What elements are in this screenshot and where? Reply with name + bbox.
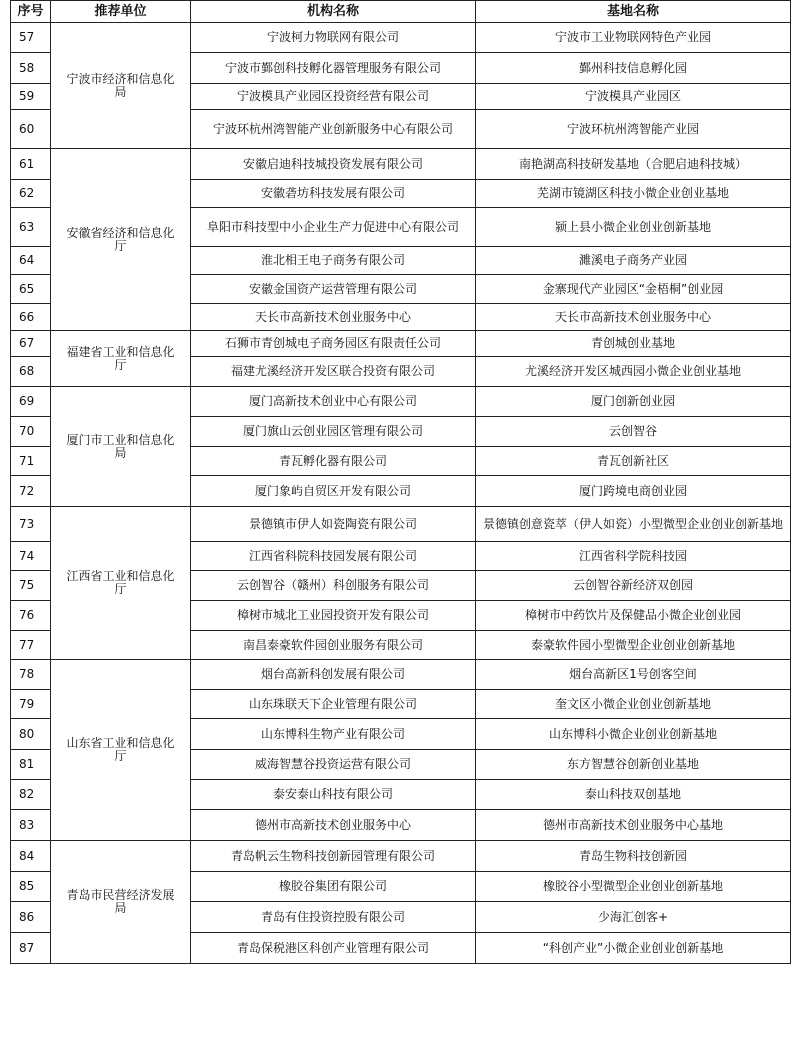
row-number: 74 [11,542,51,571]
table-row [11,507,791,542]
institution-name: 南昌泰豪软件园创业服务有限公司 [191,631,476,660]
institution-name: 石狮市青创城电子商务园区有限责任公司 [191,331,476,357]
base-name: 南艳湖高科技研发基地（合肥启迪科技城） [476,149,791,180]
base-name: 奎文区小微企业创业创新基地 [476,690,791,719]
institution-name: 青岛有住投资控股有限公司 [191,902,476,933]
row-number: 70 [11,417,51,447]
base-name: 天长市高新技术创业服务中心 [476,304,791,331]
institution-name: 山东珠联天下企业管理有限公司 [191,690,476,719]
base-name: 东方智慧谷创新创业基地 [476,750,791,780]
table-row [11,841,791,872]
institution-name: 江西省科院科技园发展有限公司 [191,542,476,571]
institution-name: 德州市高新技术创业服务中心 [191,810,476,841]
institution-name: 厦门旗山云创业园区管理有限公司 [191,417,476,447]
base-name: 德州市高新技术创业服务中心基地 [476,810,791,841]
header-org: 机构名称 [191,1,476,23]
institution-name: 宁波市鄞创科技孵化器管理服务有限公司 [191,53,476,84]
row-number: 62 [11,180,51,208]
row-number: 69 [11,387,51,417]
header-row [11,1,791,23]
base-name: 宁波环杭州湾智能产业园 [476,110,791,149]
base-name: 泰山科技双创基地 [476,780,791,810]
row-number: 84 [11,841,51,872]
row-number: 79 [11,690,51,719]
row-number: 78 [11,660,51,690]
row-number: 68 [11,357,51,387]
institution-name: 青岛帆云生物科技创新园管理有限公司 [191,841,476,872]
recommending-unit: 福建省工业和信息化厅 [51,331,191,387]
header-index: 序号 [11,1,51,23]
row-number: 60 [11,110,51,149]
base-name: 山东博科小微企业创业创新基地 [476,719,791,750]
row-number: 65 [11,275,51,304]
institution-name: 厦门象屿自贸区开发有限公司 [191,476,476,507]
institution-name: 厦门高新技术创业中心有限公司 [191,387,476,417]
base-name: 厦门跨境电商创业园 [476,476,791,507]
base-name: 泰豪软件园小型微型企业创业创新基地 [476,631,791,660]
row-number: 76 [11,601,51,631]
institution-name: 安徽砻坊科技发展有限公司 [191,180,476,208]
base-name: 鄞州科技信息孵化园 [476,53,791,84]
recommending-unit: 安徽省经济和信息化厅 [51,149,191,331]
recommending-unit: 厦门市工业和信息化局 [51,387,191,507]
row-number: 63 [11,208,51,247]
institution-name: 安徽启迪科技城投资发展有限公司 [191,149,476,180]
recommending-unit: 江西省工业和信息化厅 [51,507,191,660]
row-number: 57 [11,23,51,53]
base-name: 青瓦创新社区 [476,447,791,476]
base-name: 厦门创新创业园 [476,387,791,417]
row-number: 83 [11,810,51,841]
institution-name: 樟树市城北工业园投资开发有限公司 [191,601,476,631]
base-name: 青创城创业基地 [476,331,791,357]
institution-name: 青瓦孵化器有限公司 [191,447,476,476]
table-row [11,149,791,180]
row-number: 66 [11,304,51,331]
base-name: 烟台高新区1号创客空间 [476,660,791,690]
base-name: 青岛生物科技创新园 [476,841,791,872]
institution-name: 宁波模具产业园区投资经营有限公司 [191,84,476,110]
institution-name: 淮北相王电子商务有限公司 [191,247,476,275]
base-name: 宁波模具产业园区 [476,84,791,110]
institutions-table [10,0,791,964]
row-number: 67 [11,331,51,357]
row-number: 71 [11,447,51,476]
row-number: 58 [11,53,51,84]
row-number: 75 [11,571,51,601]
row-number: 59 [11,84,51,110]
table-body [11,23,791,964]
base-name: 樟树市中药饮片及保健品小微企业创业园 [476,601,791,631]
header-unit: 推荐单位 [51,1,191,23]
row-number: 72 [11,476,51,507]
row-number: 77 [11,631,51,660]
table-row [11,331,791,357]
base-name: 金寨现代产业园区“金梧桐”创业园 [476,275,791,304]
base-name: 颍上县小微企业创业创新基地 [476,208,791,247]
row-number: 87 [11,933,51,964]
base-name: 云创智谷 [476,417,791,447]
institution-name: 山东博科生物产业有限公司 [191,719,476,750]
institution-name: 阜阳市科技型中小企业生产力促进中心有限公司 [191,208,476,247]
institution-name: 景德镇市伊人如瓷陶瓷有限公司 [191,507,476,542]
recommending-unit: 山东省工业和信息化厅 [51,660,191,841]
institution-name: 宁波柯力物联网有限公司 [191,23,476,53]
institution-name: 青岛保税港区科创产业管理有限公司 [191,933,476,964]
table-row [11,23,791,53]
base-name: 江西省科学院科技园 [476,542,791,571]
institution-name: 泰安泰山科技有限公司 [191,780,476,810]
base-name: 景德镇创意瓷萃（伊人如瓷）小型微型企业创业创新基地 [476,507,791,542]
row-number: 64 [11,247,51,275]
row-number: 86 [11,902,51,933]
base-name: 尤溪经济开发区城西园小微企业创业基地 [476,357,791,387]
row-number: 81 [11,750,51,780]
institution-name: 天长市高新技术创业服务中心 [191,304,476,331]
row-number: 85 [11,872,51,902]
institution-name: 安徽金国资产运营管理有限公司 [191,275,476,304]
recommending-unit: 宁波市经济和信息化局 [51,23,191,149]
table-row [11,660,791,690]
base-name: 濉溪电子商务产业园 [476,247,791,275]
institution-name: 烟台高新科创发展有限公司 [191,660,476,690]
institution-name: 福建尤溪经济开发区联合投资有限公司 [191,357,476,387]
institution-name: 橡胶谷集团有限公司 [191,872,476,902]
row-number: 82 [11,780,51,810]
base-name: 云创智谷新经济双创园 [476,571,791,601]
row-number: 73 [11,507,51,542]
header-base: 基地名称 [476,1,791,23]
institution-name: 云创智谷（赣州）科创服务有限公司 [191,571,476,601]
base-name: “科创产业”小微企业创业创新基地 [476,933,791,964]
base-name: 宁波市工业物联网特色产业园 [476,23,791,53]
base-name: 芜湖市镜湖区科技小微企业创业基地 [476,180,791,208]
recommending-unit: 青岛市民营经济发展局 [51,841,191,964]
institution-name: 威海智慧谷投资运营有限公司 [191,750,476,780]
base-name: 橡胶谷小型微型企业创业创新基地 [476,872,791,902]
institution-name: 宁波环杭州湾智能产业创新服务中心有限公司 [191,110,476,149]
row-number: 61 [11,149,51,180]
table-row [11,387,791,417]
base-name: 少海汇创客+ [476,902,791,933]
row-number: 80 [11,719,51,750]
